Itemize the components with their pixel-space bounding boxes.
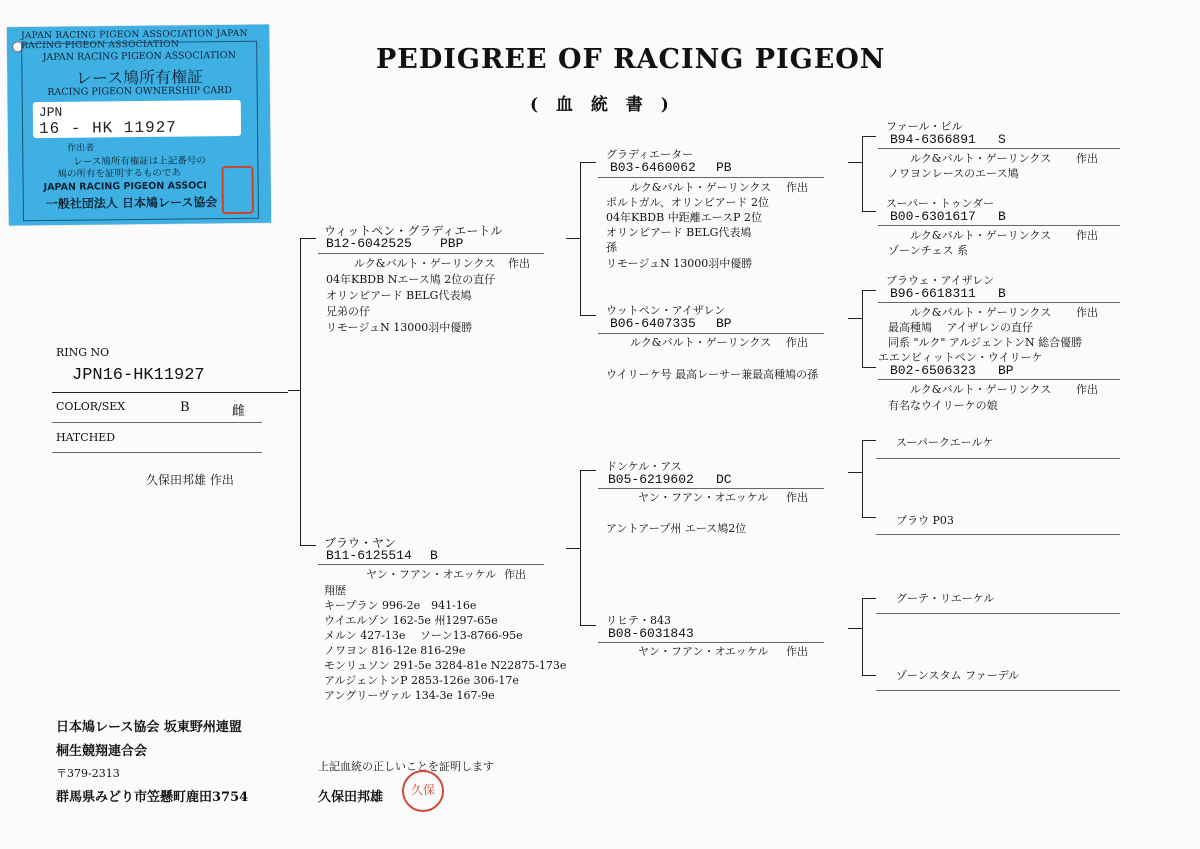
- ss-note: 孫: [606, 241, 617, 254]
- ring-no-label: RING NO: [56, 346, 110, 359]
- ss-note: 04年KBDB 中距離エースP 2位: [606, 211, 763, 224]
- dam-race-record: アングリーヴァル 134-3e 167-9e: [324, 689, 495, 702]
- ss-note: ポルトガル、オリンピアード 2位: [606, 196, 769, 209]
- ss-ring: B03-6460062: [610, 160, 696, 175]
- card-title-en: RACING PIGEON OWNERSHIP CARD: [47, 85, 232, 98]
- sss-color: S: [998, 132, 1006, 147]
- dam-name: ブラウ・ヤン: [324, 536, 396, 550]
- subject-breeder: 久保田邦雄 作出: [146, 473, 234, 487]
- card-title-jp: レース鳩所有権証: [75, 67, 204, 88]
- dam-race-record: メルン 427-13e ソーン13-8766-95e: [324, 629, 523, 642]
- connector: [580, 162, 596, 163]
- sire-note: リモージュN 13000羽中優勝: [326, 321, 473, 334]
- sdd-breeder: ルク&バルト・ゲーリンクス: [910, 383, 1052, 396]
- dam-breeder-suffix: 作出: [504, 568, 526, 581]
- dam-race-record: キープラン 996-2e 941-16e: [324, 599, 477, 612]
- ownership-card: [7, 25, 271, 226]
- ss-name: グラディエーター: [606, 148, 694, 161]
- ds-note: アントアープ州 エース鳩2位: [606, 522, 747, 535]
- sire-note: オリンピアード BELG代表鳩: [326, 289, 472, 302]
- ds-breeder-suffix: 作出: [786, 491, 808, 504]
- connector: [862, 440, 863, 518]
- footer-org2: 桐生競翔連合会: [56, 744, 148, 759]
- card-ring-box: [33, 100, 241, 138]
- card-header-text: JAPAN RACING PIGEON ASSOCIATION JAPAN RACING PIGEON ASSOCIATION: [21, 28, 248, 52]
- hatched-line: [52, 452, 262, 453]
- connector: [862, 211, 876, 212]
- sds-color: B: [998, 286, 1006, 301]
- dds-name: グーテ・リエーケル: [896, 592, 995, 605]
- connector: [862, 290, 876, 291]
- dd-breeder-suffix: 作出: [786, 645, 808, 658]
- connector: [300, 238, 316, 239]
- connector: [580, 470, 581, 626]
- ssd-ring: B00-6301617: [890, 209, 976, 224]
- ss-breeder: ルク&バルト・ゲーリンクス: [630, 181, 772, 194]
- sd-ring: B06-6407335: [610, 316, 696, 331]
- ds-color: DC: [716, 472, 732, 487]
- ddd-name: ゾーンスタム ファーデル: [896, 669, 1020, 682]
- ss-color: PB: [716, 160, 732, 175]
- sds-breeder-suffix: 作出: [1076, 306, 1098, 319]
- card-inner-frame: [21, 41, 259, 221]
- dam-color: B: [430, 548, 438, 563]
- dss-line: [876, 458, 1120, 459]
- dam-race-record: モンリュソン 291-5e 3284-81e N22875-173e: [324, 659, 567, 672]
- sds-breeder: ルク&バルト・ゲーリンクス: [910, 306, 1052, 319]
- connector: [848, 162, 862, 163]
- color-sex-label: COLOR/SEX: [56, 400, 126, 413]
- ssd-breeder-suffix: 作出: [1076, 229, 1098, 242]
- sire-note: 兄弟の仔: [326, 305, 370, 318]
- dam-race-record: ノワヨン 816-12e 816-29e: [324, 644, 466, 657]
- sire-name: ウィットペン・グラディエートル: [324, 224, 503, 238]
- ss-line: [598, 177, 824, 178]
- connector: [862, 440, 876, 441]
- ds-ring: B05-6219602: [608, 472, 694, 487]
- subject-sex: 雌: [232, 404, 246, 419]
- connector: [848, 628, 862, 629]
- color-sex-line: [52, 422, 262, 423]
- sire-breeder: ルク&バルト・ゲーリンクス: [354, 257, 496, 270]
- card-seal-stamp: [221, 166, 254, 214]
- connector: [580, 315, 596, 316]
- connector: [300, 238, 301, 546]
- footer-org1: 日本鳩レース協会 坂東野州連盟: [56, 720, 242, 735]
- connector: [566, 548, 580, 549]
- sds-ring: B96-6618311: [890, 286, 976, 301]
- sds-note: 最高種鳩 アイザレンの直仔: [888, 321, 1034, 334]
- card-cert-line1: レース鳩所有権証は上記番号の: [73, 155, 206, 168]
- connector: [862, 136, 876, 137]
- connector: [580, 470, 596, 471]
- connector: [862, 517, 876, 518]
- sss-breeder: ルク&バルト・ゲーリンクス: [910, 152, 1052, 165]
- sdd-line: [878, 379, 1120, 380]
- dam-race-record: アルジェントンP 2853-126e 306-17e: [324, 674, 519, 687]
- card-breeder-label: 作出者: [67, 143, 95, 154]
- sdd-name: エエンビィットペン・ウイリーケ: [878, 351, 1043, 364]
- sds-note: 同系 "ルク" アルジェントンN 総合優勝: [888, 336, 1083, 349]
- card-cert-line2: 鳩の所有を証明するものであ: [57, 167, 182, 180]
- footer-address: 群馬県みどり市笠懸町鹿田3754: [56, 790, 249, 805]
- sd-breeder: ルク&バルト・ゲーリンクス: [630, 336, 772, 349]
- sire-ring: B12-6042525: [326, 236, 412, 251]
- sire-breeder-suffix: 作出: [508, 257, 530, 270]
- ssd-color: B: [998, 209, 1006, 224]
- sd-name: ウットペン・アイザレン: [606, 304, 726, 317]
- sss-line: [878, 148, 1120, 149]
- sds-line: [878, 302, 1120, 303]
- connector: [300, 545, 316, 546]
- sire-line: [318, 253, 544, 254]
- dam-breeder: ヤン・フアン・オエッケル: [366, 568, 497, 581]
- connector: [862, 367, 876, 368]
- hatched-label: HATCHED: [56, 431, 116, 444]
- connector: [862, 675, 876, 676]
- ss-note: オリンピアード BELG代表鳩: [606, 226, 752, 239]
- ddd-line: [876, 690, 1120, 691]
- card-footer-jp: 一般社団法人 日本鳩レース協会: [45, 195, 218, 211]
- sss-note: ノワヨンレースのエース鳩: [888, 167, 1019, 180]
- connector: [862, 598, 863, 676]
- connector: [566, 238, 580, 239]
- sss-name: ファール・ビル: [886, 120, 963, 133]
- dd-breeder: ヤン・フアン・オエッケル: [638, 645, 769, 658]
- ssd-breeder: ルク&バルト・ゲーリンクス: [910, 229, 1052, 242]
- connector: [862, 136, 863, 212]
- dsd-name: ブラウ P03: [896, 514, 954, 527]
- card-ring-country: JPN: [38, 104, 63, 121]
- connector: [862, 290, 863, 368]
- ds-breeder: ヤン・フアン・オエッケル: [638, 491, 769, 504]
- signer-name: 久保田邦雄: [318, 790, 384, 805]
- certify-text: 上記血統の正しいことを証明します: [318, 760, 494, 773]
- page-subtitle: ( 血 統 書 ): [530, 95, 675, 115]
- subject-ring-number: JPN16-HK11927: [72, 366, 205, 385]
- sdd-breeder-suffix: 作出: [1076, 383, 1098, 396]
- connector: [862, 598, 876, 599]
- signer-seal: [402, 770, 444, 812]
- sire-color: PBP: [440, 236, 464, 251]
- signer-seal-text: 久保: [410, 783, 435, 797]
- sdd-color: BP: [998, 363, 1014, 378]
- sds-name: ブラウェ・アイザレン: [886, 274, 995, 287]
- connector: [580, 162, 581, 316]
- dam-ring: B11-6125514: [326, 548, 412, 563]
- footer-postal: 〒379-2313: [56, 767, 120, 780]
- page-title: PEDIGREE OF RACING PIGEON: [376, 44, 886, 75]
- card-footer-en: JAPAN RACING PIGEON ASSOCI: [43, 180, 207, 194]
- ss-note: リモージュN 13000羽中優勝: [606, 257, 753, 270]
- dam-race-record: ウイエルゾン 162-5e 州1297-65e: [324, 614, 498, 627]
- ssd-note: ゾーンチェス 系: [888, 244, 968, 257]
- connector: [848, 318, 862, 319]
- dam-notes-title: 翔歴: [324, 584, 346, 597]
- sd-breeder-suffix: 作出: [786, 336, 808, 349]
- dsd-line: [876, 534, 1120, 535]
- dam-line: [318, 564, 544, 565]
- connector: [848, 472, 862, 473]
- dd-name: リヒテ・843: [606, 614, 671, 627]
- subject-color: B: [180, 400, 190, 415]
- sdd-note: 有名なウイリーケの娘: [888, 399, 998, 412]
- sd-color: BP: [716, 316, 732, 331]
- sire-note: 04年KBDB Nエース鳩 2位の直仔: [326, 273, 496, 286]
- ssd-line: [878, 225, 1120, 226]
- dss-name: スーパークエールケ: [896, 436, 994, 449]
- sdd-ring: B02-6506323: [890, 363, 976, 378]
- sd-note: ウイリーケ号 最高レーサー兼最高種鳩の孫: [606, 368, 819, 381]
- ss-breeder-suffix: 作出: [786, 181, 808, 194]
- card-assoc-en: JAPAN RACING PIGEON ASSOCIATION: [42, 49, 236, 64]
- ds-name: ドンケル・アス: [606, 460, 682, 473]
- sss-breeder-suffix: 作出: [1076, 152, 1098, 165]
- ssd-name: スーパー・トゥンダー: [886, 197, 995, 210]
- connector: [288, 390, 300, 391]
- card-ring-number: 16 - HK 11927: [38, 118, 177, 139]
- sss-ring: B94-6366891: [890, 132, 976, 147]
- subject-ring-line: [52, 392, 288, 393]
- connector: [580, 625, 596, 626]
- dds-line: [876, 613, 1120, 614]
- dd-ring: B08-6031843: [608, 626, 694, 641]
